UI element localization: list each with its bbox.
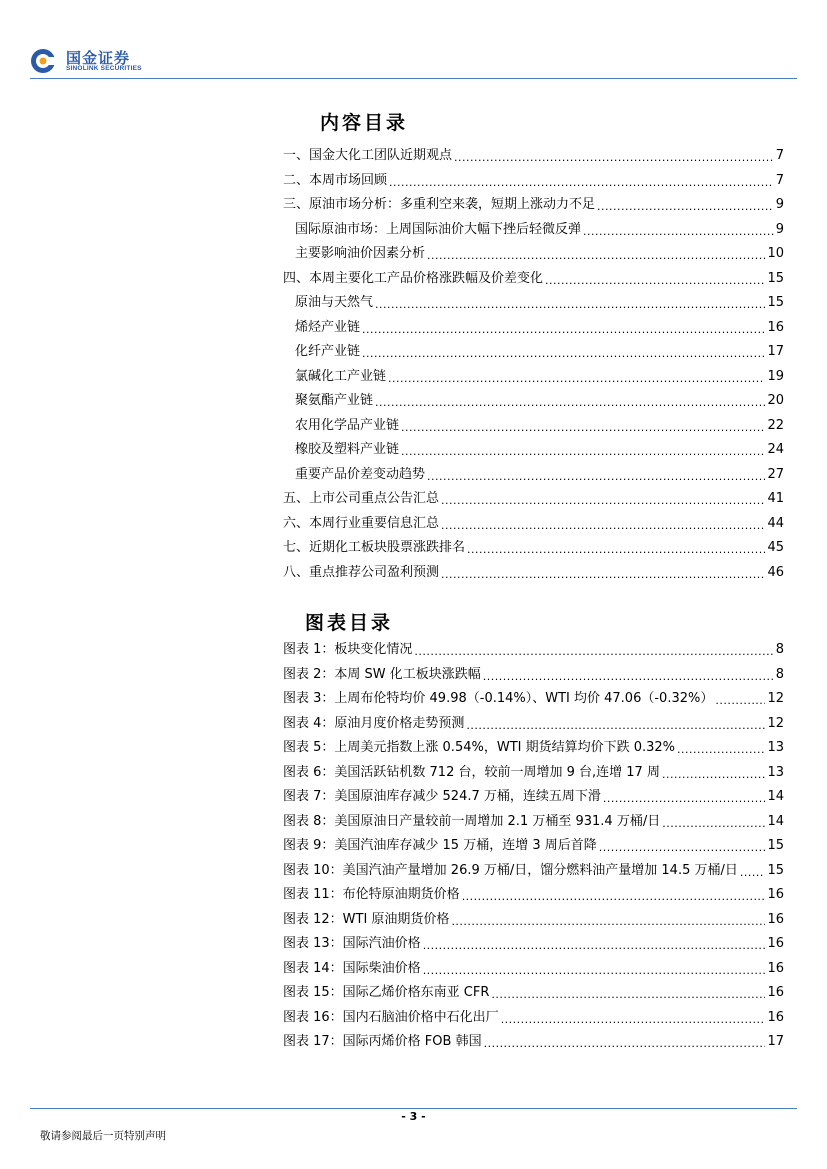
toc-entry-page: 22 <box>767 417 784 433</box>
figure-entry[interactable] <box>283 977 784 1001</box>
figure-entry-label: 图表 4：原油月度价格走势预测 <box>283 715 465 731</box>
figure-entry-page: 12 <box>767 691 784 706</box>
toc-entry[interactable] <box>283 483 784 507</box>
figure-entry[interactable] <box>283 757 784 781</box>
page-header <box>30 44 797 78</box>
toc-entry-page: 20 <box>767 393 784 408</box>
toc-entry-page: 7 <box>775 148 784 163</box>
toc-entry-page: 9 <box>775 221 784 237</box>
toc-entry[interactable] <box>283 434 784 458</box>
toc-entry-page: 9 <box>775 197 784 212</box>
toc-entry-label: 化纤产业链 <box>295 344 361 359</box>
figure-entry-page: 17 <box>767 1034 784 1049</box>
disclaimer-note: 敬请参阅最后一页特别声明 <box>40 1130 166 1142</box>
figure-entry-label: 图表 10：美国汽油产量增加 26.9 万桶/日，馏分燃料油产量增加 14.5 万桶/日 <box>283 862 738 878</box>
figure-dot-leader <box>740 863 766 879</box>
figure-entry-label: 图表 17：国际丙烯价格 FOB 韩国 <box>283 1034 482 1049</box>
figure-entry-label: 图表 8：美国原油日产量较前一周增加 2.1 万桶至 931.4 万桶/日 <box>283 813 661 829</box>
toc-entry-label: 橡胶及塑料产业链 <box>295 442 400 457</box>
toc-dot-leader <box>467 540 765 556</box>
toc-entry[interactable] <box>283 385 784 409</box>
toc-entry[interactable] <box>283 410 784 434</box>
toc-title: 内容目录 <box>320 112 409 134</box>
figure-dot-leader <box>466 716 765 732</box>
figure-entry-page: 13 <box>767 740 784 755</box>
figure-entry-page: 16 <box>767 985 784 1000</box>
toc-entry-label: 五、上市公司重点公告汇总 <box>283 491 440 506</box>
figure-dot-leader <box>715 691 765 707</box>
toc-entry[interactable] <box>283 165 784 189</box>
toc-dot-leader <box>441 516 765 532</box>
toc-entry[interactable] <box>283 532 784 556</box>
figure-entry[interactable] <box>283 830 784 854</box>
figure-dot-leader <box>599 838 766 854</box>
figure-dot-leader <box>423 936 766 952</box>
toc-dot-leader <box>375 393 765 409</box>
toc-entry-page: 10 <box>767 246 784 261</box>
toc-dot-leader <box>441 491 765 507</box>
figure-dot-leader <box>451 912 765 928</box>
figure-entry[interactable] <box>283 1002 784 1026</box>
toc-entry-label: 三、原油市场分析：多重利空来袭，短期上涨动力不足 <box>283 197 596 212</box>
toc-entry-page: 27 <box>767 466 784 482</box>
toc-entry-label: 六、本周行业重要信息汇总 <box>283 515 440 531</box>
figure-entry-label: 图表 3：上周布伦特均价 49.98（-0.14%）、WTI 均价 47.06（-0.32%） <box>283 691 714 706</box>
toc-entry[interactable] <box>283 508 784 532</box>
toc-entry-page: 16 <box>767 319 784 335</box>
toc-dot-leader <box>427 467 765 483</box>
figure-entry-page: 14 <box>767 813 784 829</box>
toc-dot-leader <box>454 148 774 164</box>
toc-entry-page: 15 <box>767 295 784 310</box>
figure-entry[interactable] <box>283 928 784 952</box>
toc-entry[interactable] <box>283 287 784 311</box>
figure-entry-label: 图表 15：国际乙烯价格东南亚 CFR <box>283 985 490 1000</box>
figure-dot-leader <box>484 1034 766 1050</box>
figure-entry-page: 16 <box>767 911 784 927</box>
figure-entry-label: 图表 2：本周 SW 化工板块涨跌幅 <box>283 666 481 682</box>
toc-entry-page: 44 <box>767 515 784 531</box>
figure-entry-page: 12 <box>767 715 784 731</box>
toc-entry[interactable] <box>283 189 784 213</box>
toc-dot-leader <box>583 222 774 238</box>
figure-dot-leader <box>662 765 765 781</box>
toc-entry-page: 19 <box>767 368 784 384</box>
figure-entry-label: 图表 14：国际柴油价格 <box>283 960 421 976</box>
figure-entry-label: 图表 5：上周美元指数上涨 0.54%，WTI 期货结算均价下跌 0.32% <box>283 740 676 755</box>
figure-dot-leader <box>483 667 774 683</box>
toc-entry-label: 重要产品价差变动趋势 <box>295 466 426 482</box>
figures-title: 图表目录 <box>305 612 394 634</box>
header-divider <box>30 78 797 79</box>
toc-entry-label: 七、近期化工板块股票涨跌排名 <box>283 540 466 555</box>
figure-entry-label: 图表 1：板块变化情况 <box>283 642 413 657</box>
figure-dot-leader <box>423 961 766 977</box>
figure-entry[interactable] <box>283 904 784 928</box>
toc-entry-label: 原油与天然气 <box>295 295 374 310</box>
figure-entry-label: 图表 6：美国活跃钻机数 712 台，较前一周增加 9 台,连增 17 周 <box>283 764 660 780</box>
figure-entry-page: 8 <box>775 666 784 682</box>
logo-english-name: SINOLINK SECURITIES <box>66 65 142 72</box>
toc-entry-label: 国际原油市场：上周国际油价大幅下挫后轻微反弹 <box>295 221 582 237</box>
figure-entry[interactable] <box>283 781 784 805</box>
toc-entry[interactable] <box>283 238 784 262</box>
figure-entry-label: 图表 11：布伦特原油期货价格 <box>283 887 460 902</box>
toc-entry-page: 24 <box>767 442 784 457</box>
figure-entry[interactable] <box>283 708 784 732</box>
figure-entry-page: 15 <box>767 838 784 853</box>
toc-entry-label: 农用化学品产业链 <box>295 417 400 433</box>
footer-divider <box>30 1108 797 1109</box>
figure-dot-leader <box>677 740 765 756</box>
figure-entry-label: 图表 13：国际汽油价格 <box>283 936 421 951</box>
figure-entry[interactable] <box>283 953 784 977</box>
toc-dot-leader <box>401 418 765 434</box>
figure-dot-leader <box>603 789 766 805</box>
figure-entry-label: 图表 7：美国原油库存减少 524.7 万桶，连续五周下滑 <box>283 789 601 804</box>
toc-entry[interactable] <box>283 214 784 238</box>
toc-entry-label: 四、本周主要化工产品价格涨跌幅及价差变化 <box>283 270 544 286</box>
figure-entry[interactable] <box>283 1026 784 1050</box>
toc-entry[interactable] <box>283 557 784 581</box>
toc-dot-leader <box>427 246 765 262</box>
figure-entry[interactable] <box>283 855 784 879</box>
toc-entry-label: 烯烃产业链 <box>295 319 361 335</box>
figure-entry-page: 16 <box>767 887 784 902</box>
toc-dot-leader <box>401 442 765 458</box>
toc-entry-label: 氯碱化工产业链 <box>295 368 387 384</box>
sinolink-logo-icon <box>30 48 56 74</box>
logo-chinese-name: 国金证券 <box>66 49 131 67</box>
toc-entry[interactable] <box>283 361 784 385</box>
figure-entry-page: 16 <box>767 960 784 976</box>
figure-dot-leader <box>462 887 766 903</box>
toc-entry[interactable] <box>283 312 784 336</box>
figure-entry-page: 14 <box>767 789 784 804</box>
figure-entry-page: 16 <box>767 1009 784 1025</box>
toc-entry[interactable] <box>283 459 784 483</box>
toc-dot-leader <box>441 565 765 581</box>
toc-entry-label: 八、重点推荐公司盈利预测 <box>283 564 440 580</box>
figure-dot-leader <box>501 1010 766 1026</box>
figure-entry[interactable] <box>283 806 784 830</box>
figure-entry-page: 16 <box>767 936 784 951</box>
toc-dot-leader <box>362 344 765 360</box>
toc-dot-leader <box>597 197 774 213</box>
toc-entry-label: 主要影响油价因素分析 <box>295 246 426 261</box>
toc-entry[interactable] <box>283 140 784 164</box>
toc-entry-page: 41 <box>767 491 784 506</box>
figure-entry[interactable] <box>283 634 784 658</box>
figure-entry[interactable] <box>283 683 784 707</box>
toc-entry-page: 15 <box>767 270 784 286</box>
toc-dot-leader <box>388 369 765 385</box>
toc-entry-label: 聚氨酯产业链 <box>295 393 374 408</box>
toc-entry[interactable] <box>283 263 784 287</box>
figure-entry[interactable] <box>283 879 784 903</box>
figure-entry-label: 图表 9：美国汽油库存减少 15 万桶，连增 3 周后首降 <box>283 838 597 853</box>
toc-entry[interactable] <box>283 336 784 360</box>
figure-entry-page: 13 <box>767 764 784 780</box>
toc-dot-leader <box>389 173 774 189</box>
figure-dot-leader <box>414 642 773 658</box>
figure-entry-page: 15 <box>767 862 784 878</box>
figure-dot-leader <box>491 985 765 1001</box>
figure-entry[interactable] <box>283 732 784 756</box>
page-number: - 3 - <box>401 1110 426 1123</box>
toc-entry-page: 45 <box>767 540 784 555</box>
toc-dot-leader <box>545 271 765 287</box>
toc-entry-page: 7 <box>775 172 784 188</box>
toc-entry-page: 46 <box>767 564 784 580</box>
figure-dot-leader <box>662 814 765 830</box>
figure-entry[interactable] <box>283 659 784 683</box>
toc-entry-label: 二、本周市场回顾 <box>283 172 388 188</box>
toc-entry-label: 一、国金大化工团队近期观点 <box>283 148 453 163</box>
figure-entry-label: 图表 12：WTI 原油期货价格 <box>283 911 450 927</box>
toc-entry-page: 17 <box>767 344 784 359</box>
figure-entry-page: 8 <box>775 642 784 657</box>
figure-entry-label: 图表 16：国内石脑油价格中石化出厂 <box>283 1009 499 1025</box>
toc-dot-leader <box>375 295 765 311</box>
toc-dot-leader <box>362 320 765 336</box>
